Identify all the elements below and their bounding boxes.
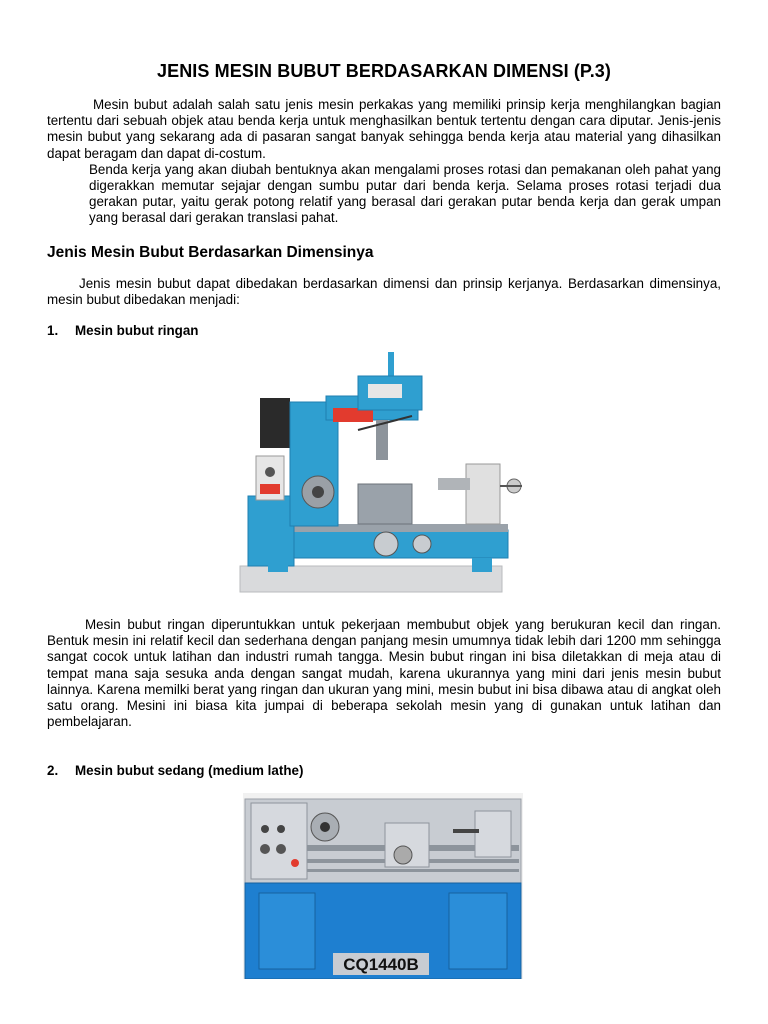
section-intro xyxy=(47,276,721,308)
list-item-light-lathe xyxy=(47,323,198,338)
page-title: JENIS MESIN BUBUT BERDASARKAN DIMENSI (P.3) xyxy=(156,61,612,81)
light-lathe-description-text: Mesin bubut ringan diperuntukkan untuk pekerjaan membubut objek yang berukuran kecil dan ringan. Bentuk mesin ini relatif kecil dan sederhana dengan panjang mesin umumnya tidak lebih dari 1200 mm sehingga sangat cocok untuk latihan dan industri rumah tangga. Mesin bubut ringan ini bisa diletakkan di meja atau di tempat mana saja sesuka anda dengan sangat mudah, karena ukurannya yang mini dari jenis mesin bubut lainnya. Karena memilki berat yang ringan dan ukuran yang mini, mesin bubut ini bisa dibawa atau di angkat oleh satu orang. Mesini ini biasa kita jumpai di beberapa sekolah mesin yang di gunakan untuk latihan dan pembelajaran. xyxy=(47,617,721,730)
light-lathe-description xyxy=(47,617,721,730)
intro-paragraph xyxy=(47,97,721,227)
intro-paragraph-2: Benda kerja yang akan diubah bentuknya akan mengalami proses rotasi dan pemakanan oleh pahat yang digerakkan memutar sejajar dengan sumbu putar dari benda kerja. Selama proses rotasi terjadi dua gerakan putar, yaitu gerak potong relatif yang berasal dari gerakan putar benda kerja dan gerak umpan yang berasal dari gerakan translasi pahat. xyxy=(89,161,721,226)
light-lathe-image xyxy=(238,352,530,600)
list-item-number: 1. xyxy=(47,323,59,338)
list-item-label: Mesin bubut sedang (medium lathe) xyxy=(75,763,304,778)
intro-paragraph-1: Mesin bubut adalah salah satu jenis mesin perkakas yang memiliki prinsip kerja menghilangkan bagian tertentu dari sebuah objek atau benda kerja untuk menghasilkan bentuk tertentu dengan cara diputar. Jenis-jenis mesin bubut yang sekarang ada di pasaran sangat banyak sehingga benda kerja atau material yang dihasilkan dapat beragam dan dapat di-costum. xyxy=(47,97,721,161)
section-heading: Jenis Mesin Bubut Berdasarkan Dimensinya xyxy=(47,244,374,261)
lathe-model-label: CQ1440B xyxy=(343,955,419,974)
section-intro-text: Jenis mesin bubut dapat dibedakan berdasarkan dimensi dan prinsip kerjanya. Berdasarkan dimensinya, mesin bubut dibedakan menjadi: xyxy=(47,276,721,308)
list-item-label: Mesin bubut ringan xyxy=(75,323,199,338)
medium-lathe-image xyxy=(243,793,523,979)
list-item-medium-lathe xyxy=(47,763,303,778)
list-item-number: 2. xyxy=(47,763,59,778)
